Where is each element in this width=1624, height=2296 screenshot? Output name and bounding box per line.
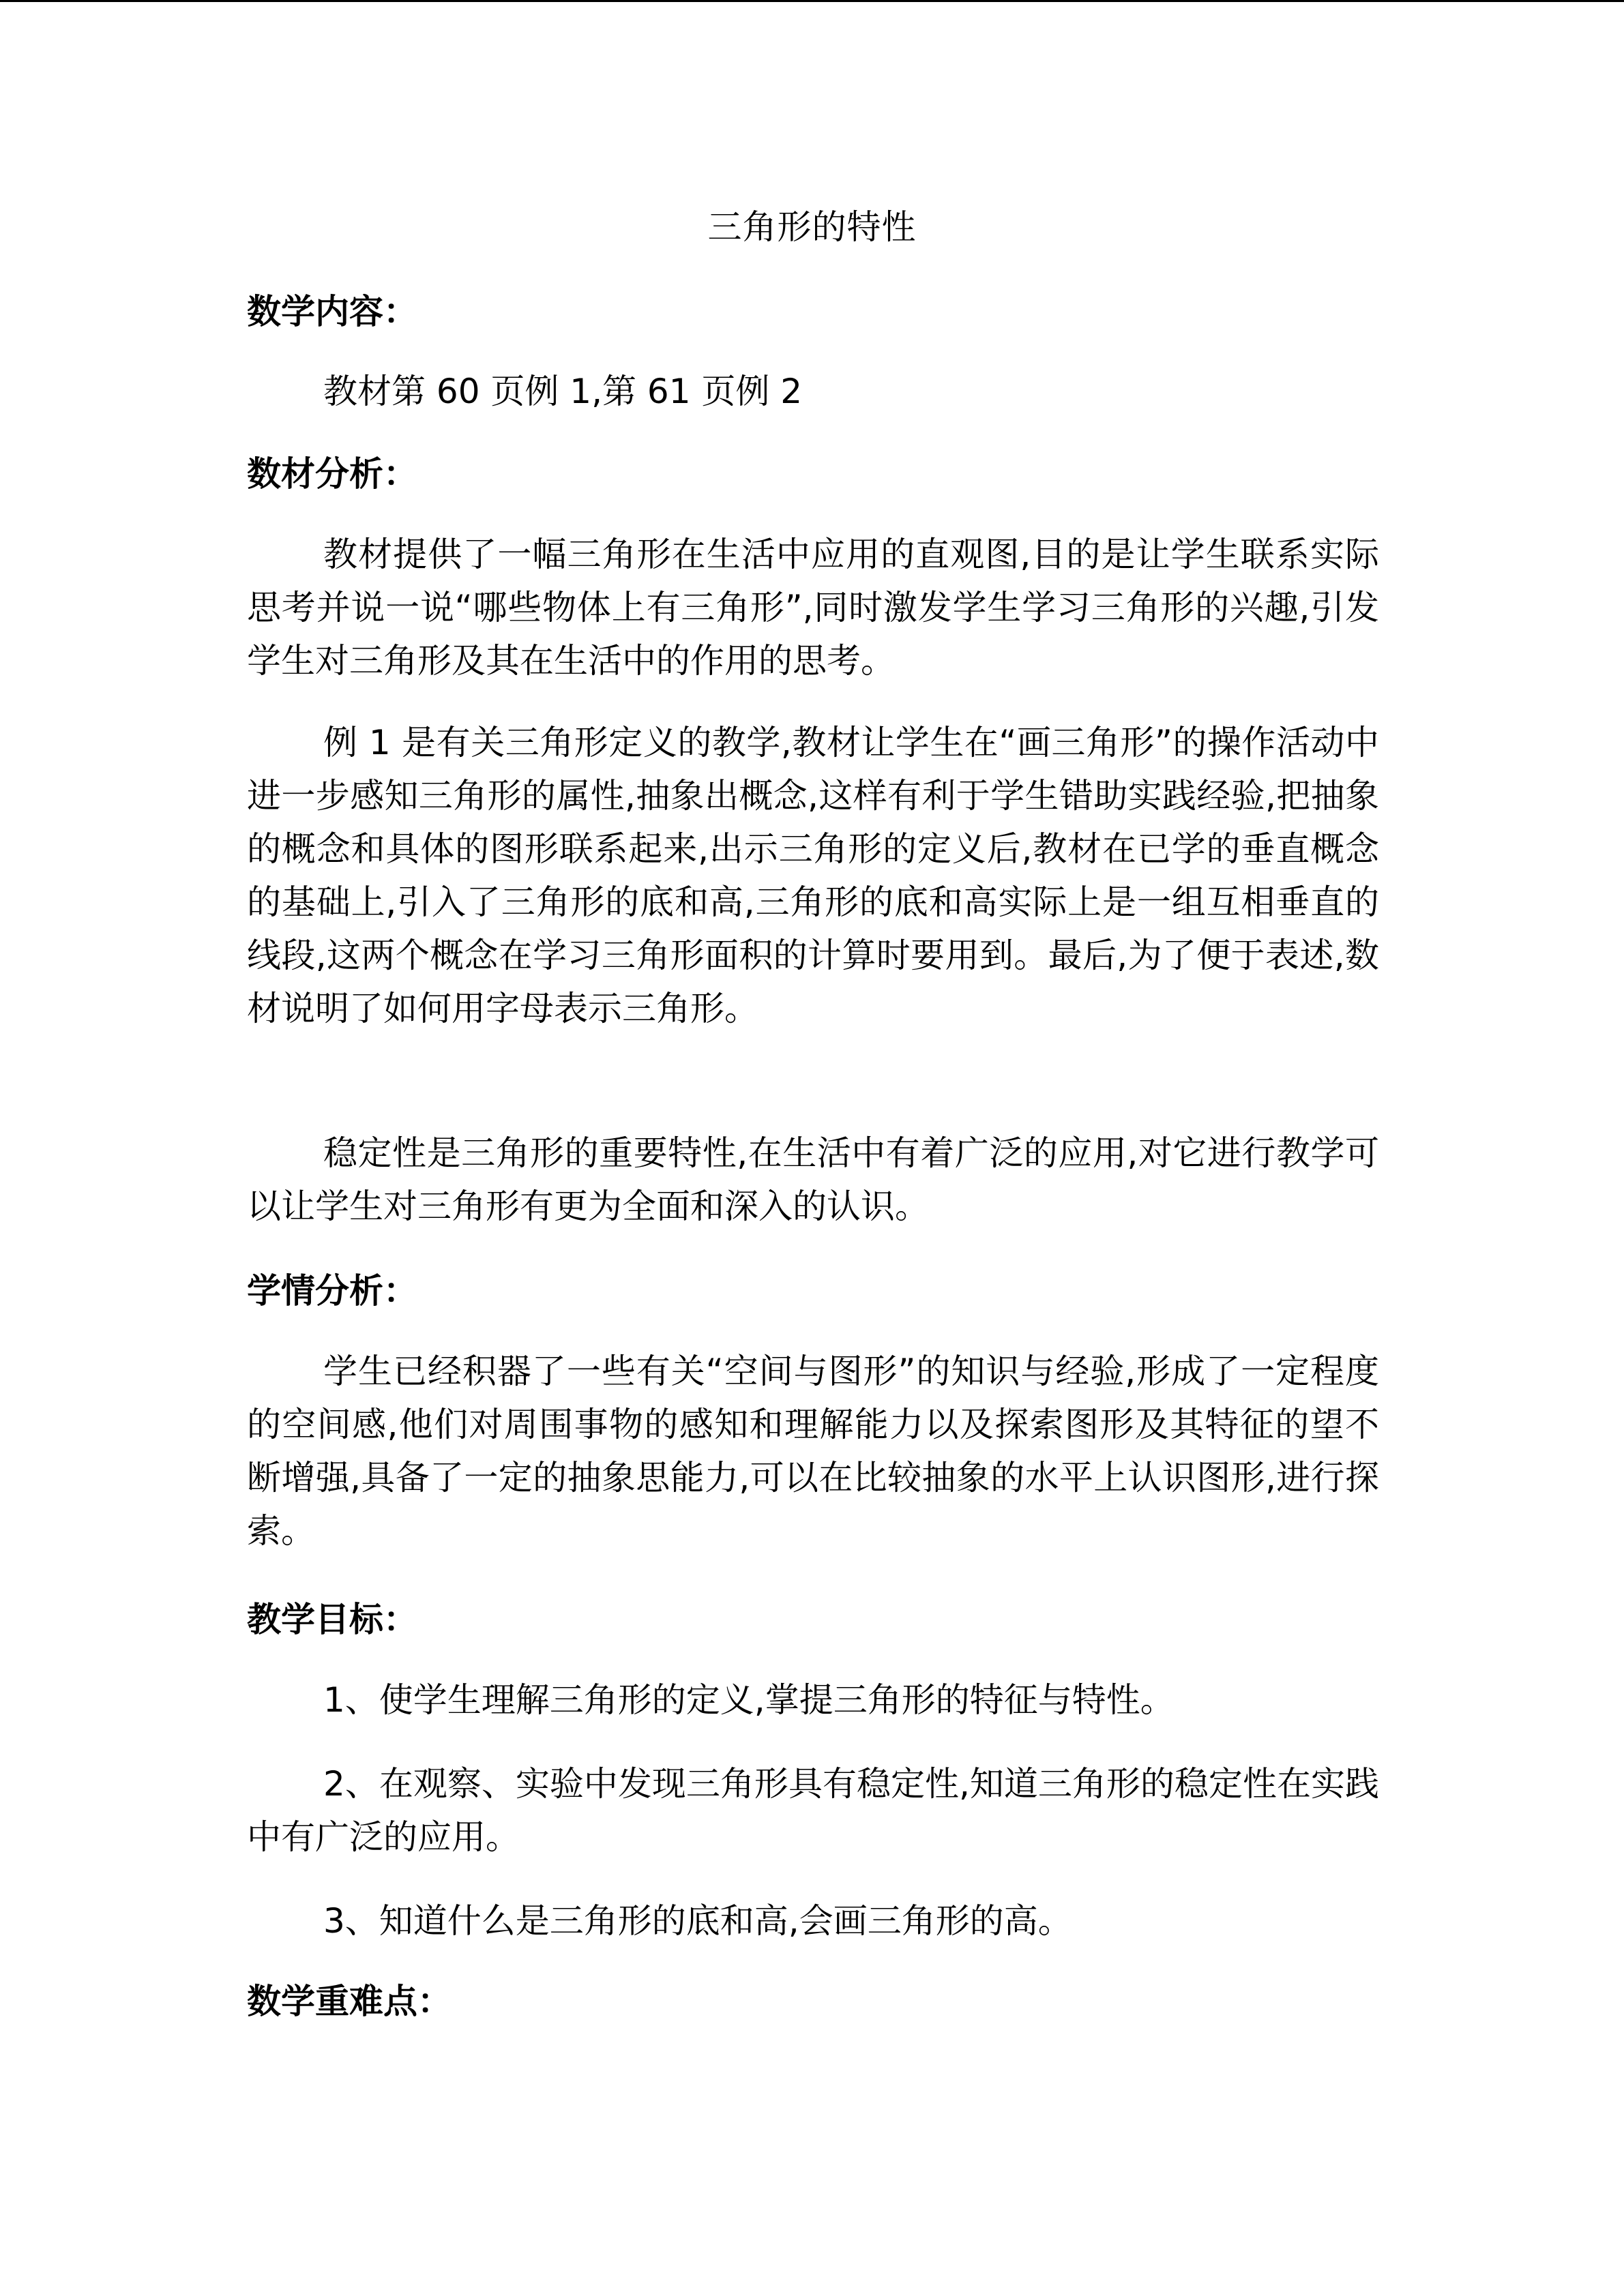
heading-key-difficulties: 数学重难点： (247, 1982, 452, 2021)
goal-item-3: 3、知道什么是三角形的底和高,会画三角形的高。 (323, 1901, 1072, 1941)
paragraph-material-analysis-2: 例 1 是有关三角形定义的教学,教材让学生在“画三角形”的操作活动中进一步感知三角形的属性,抽象出概念,这样有利于学生错助实践经验,把抽象的概念和具体的图形联系起来,出示三角形的定义后,教材在已学的垂直概念的基础上,引入了三角形的底和高,三角形的底和高实际上是一组互相垂直的线段,这两个概念在学习三角形面积的计算时要用到。最后,为了便于表述,数材说明了如何用字母表示三角形。 (247, 723, 1379, 1028)
top-border-line (0, 0, 1624, 2)
heading-teaching-goals: 教学目标： (247, 1600, 417, 1639)
goal-item-1: 1、使学生理解三角形的定义,掌提三角形的特征与特性。 (323, 1680, 1175, 1720)
heading-student-analysis: 学情分析： (247, 1271, 417, 1311)
paragraph-student-analysis: 学生已经积器了一些有关“空间与图形”的知识与经验,形成了一定程度的空间感,他们对周围事物的感知和理解能力以及探索图形及其特征的望不断增强,具备了一定的抽象思能力,可以在比较抽象的水平上认识图形,进行探索。 (247, 1352, 1379, 1551)
heading-teaching-content: 数学内容： (247, 292, 417, 331)
goal-item-2: 2、在观察、实验中发现三角形具有稳定性,知道三角形的稳定性在实践中有广泛的应用。 (247, 1764, 1379, 1857)
paragraph-material-analysis-1: 教材提供了一幅三角形在生活中应用的直观图,目的是让学生联系实际思考并说一说“哪些物体上有三角形”,同时激发学生学习三角形的兴趣,引发学生对三角形及其在生活中的作用的思考。 (247, 535, 1379, 681)
document-title: 三角形的特性 (707, 207, 917, 247)
heading-material-analysis: 数材分析： (247, 454, 417, 494)
paragraph-teaching-content: 教材第 60 页例 1,第 61 页例 2 (323, 372, 803, 411)
paragraph-material-analysis-3: 稳定性是三角形的重要特性,在生活中有着广泛的应用,对它进行教学可以让学生对三角形有更为全面和深入的认识。 (247, 1133, 1379, 1226)
